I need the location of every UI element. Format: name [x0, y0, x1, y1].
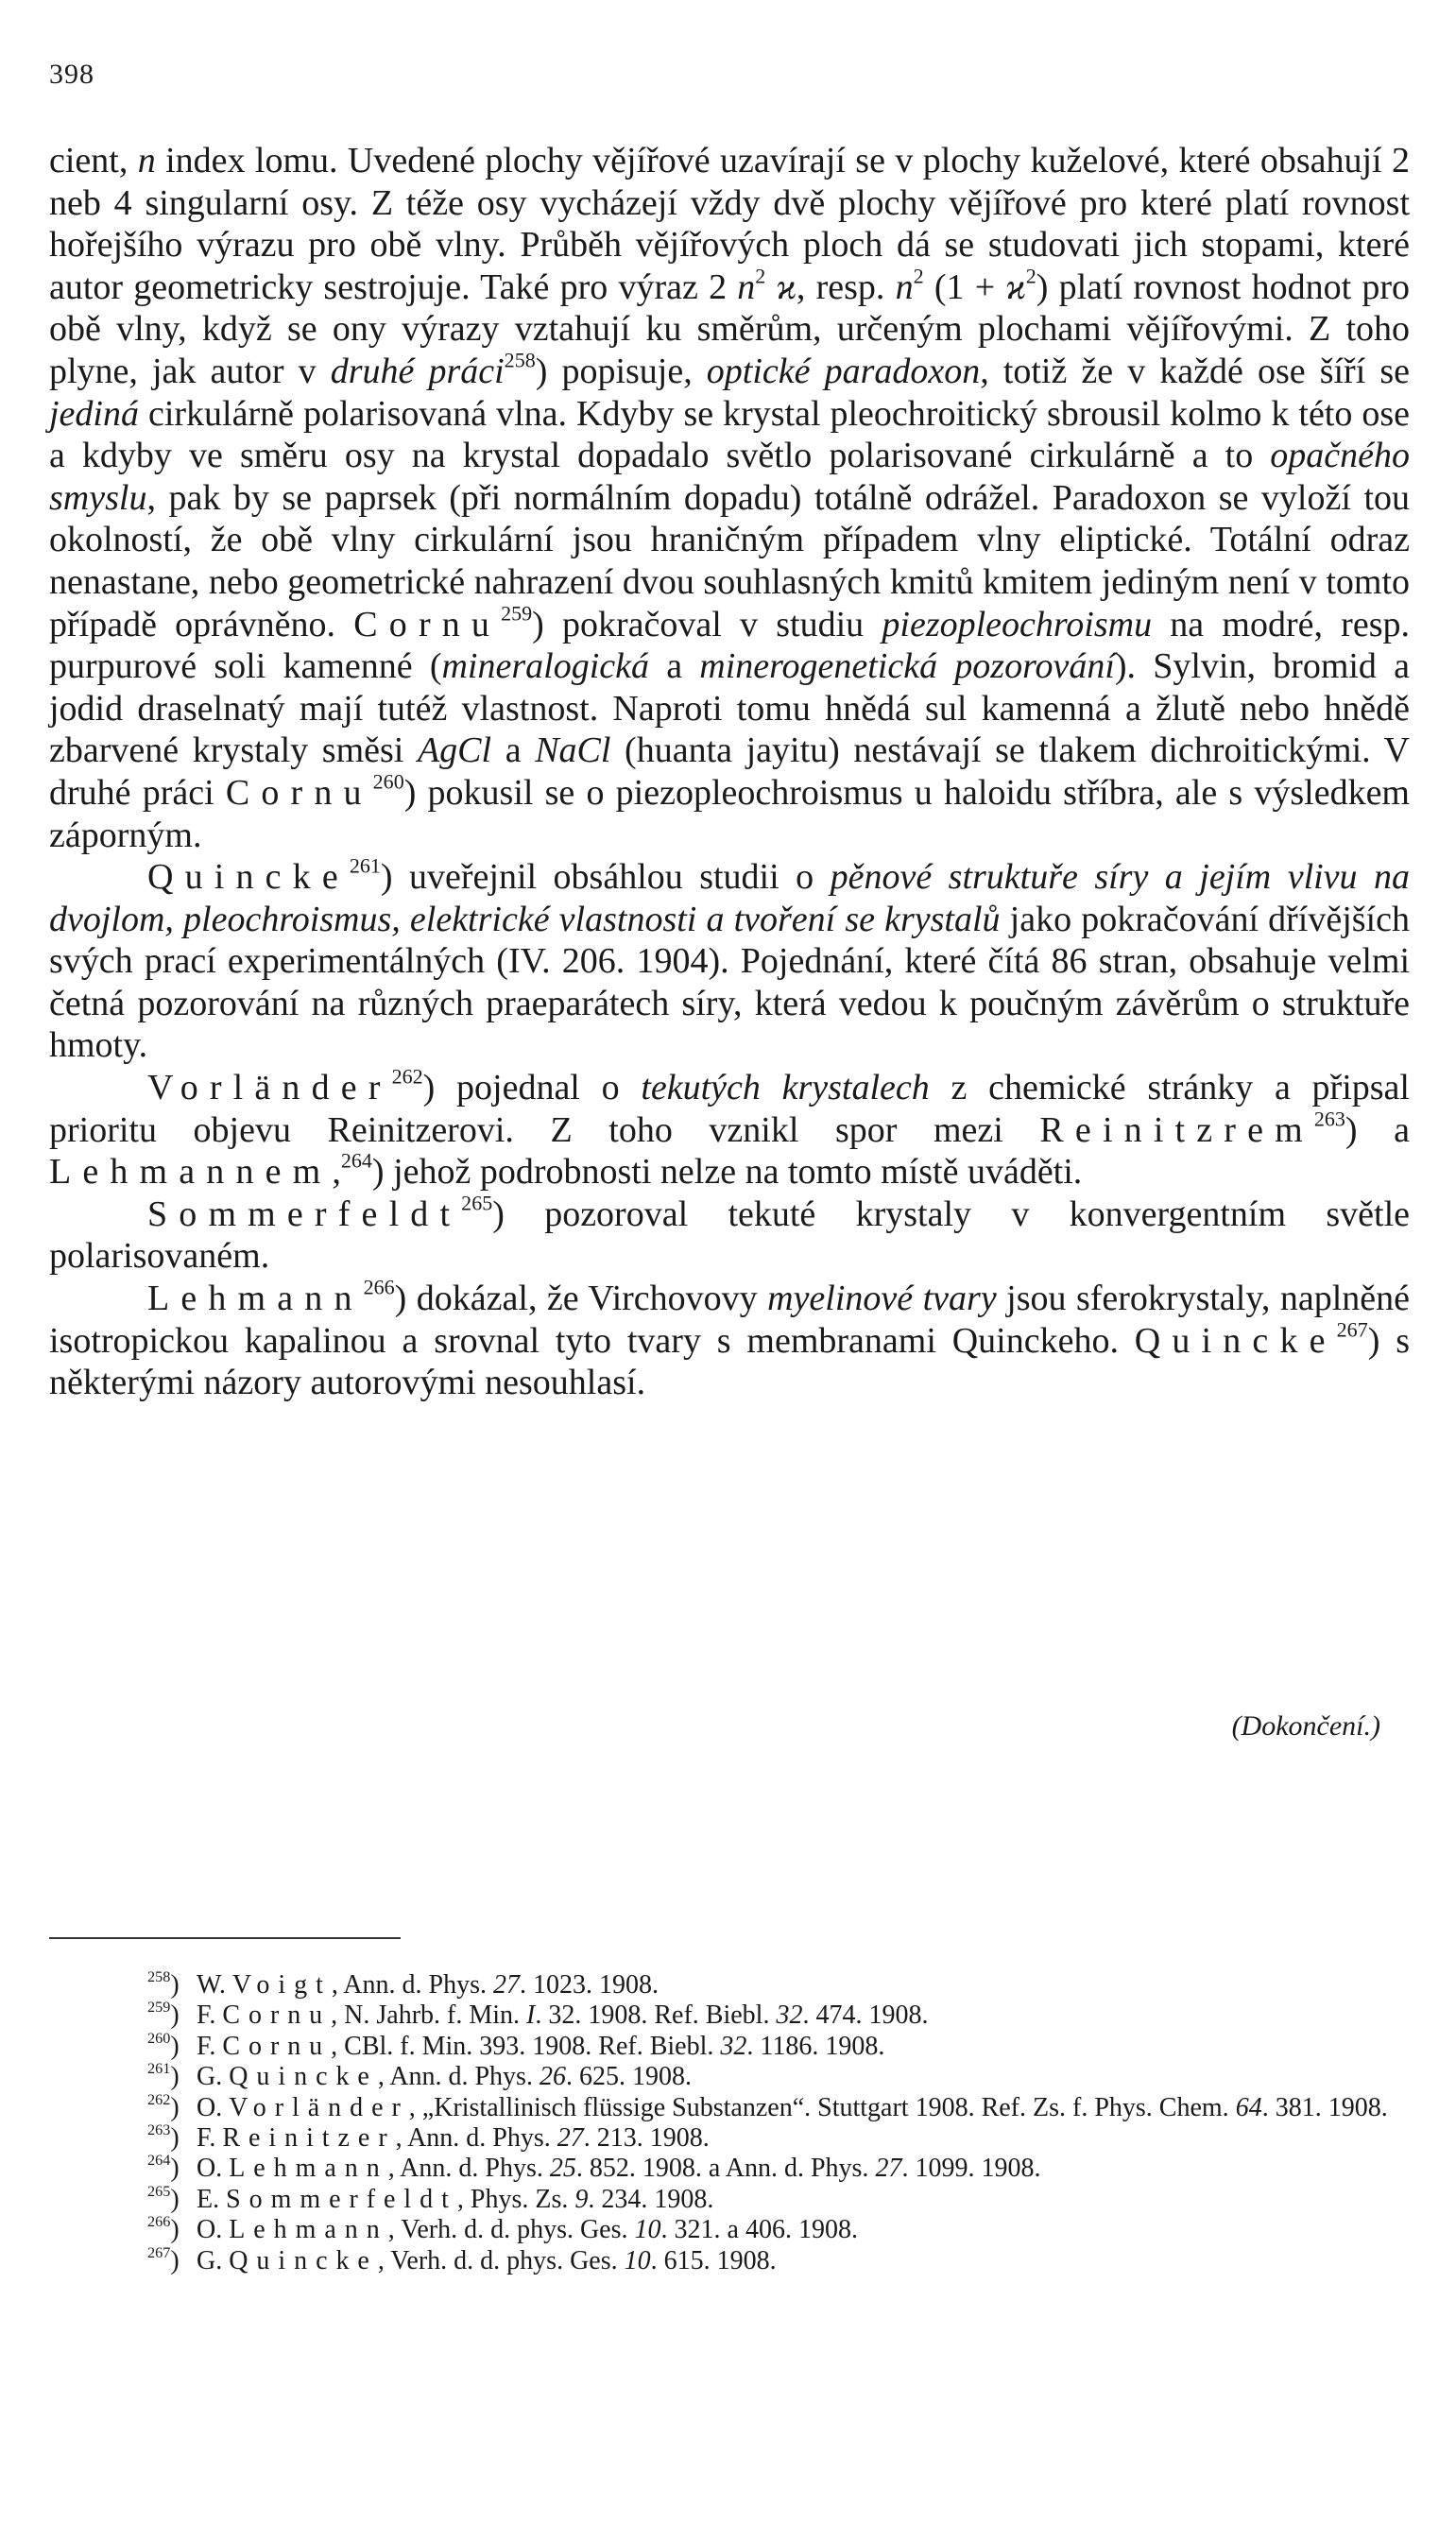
footnote-number: $^{266}$): [147, 2213, 180, 2245]
page-number: 398: [49, 59, 94, 90]
text-run: . 381. 1908.: [1261, 2092, 1388, 2122]
footnote: [49, 1967, 1410, 2000]
footnote-ref: 259: [501, 601, 533, 626]
author-name: Quincke: [1134, 1320, 1337, 1361]
footnote-number-text: 260: [147, 2029, 171, 2047]
text-run: , Ann. d. Phys.: [377, 2062, 540, 2092]
text-run: a: [649, 646, 700, 687]
text-run: W.: [197, 1970, 232, 2000]
text-run: . 234. 1908.: [588, 2184, 714, 2214]
author-name: Sommerfeldt: [147, 1193, 462, 1234]
footnote-ref: 2: [913, 264, 924, 288]
emphasis-text: piezopleochroismu: [882, 604, 1153, 644]
emphasis-text: mineralogická: [441, 646, 649, 687]
footnote: [49, 2029, 1410, 2062]
text-run: ) pokusil se o piezopleochroismus u haloidu stříbra, ale s výsledkem záporným.: [49, 772, 1410, 855]
author-name: Cornu: [222, 2031, 332, 2061]
footnote-number: $^{258}$): [147, 1967, 180, 2000]
text-run: . 625. 1908.: [565, 2062, 692, 2092]
footnote-ref: 260: [372, 769, 404, 794]
text-run: jsou sferokrystaly, naplněné isotropickou kapalinou a srovnal tyto tvary s membranami Quinckeho.: [49, 1279, 1410, 1361]
text-run: , Ann. d. Phys.: [395, 2123, 557, 2154]
author-name: Cornu: [222, 2000, 332, 2031]
text-run: a: [491, 730, 536, 771]
footnote: [49, 2123, 1410, 2154]
author-name: Reinitzer: [222, 2123, 396, 2154]
author-name: Voigt: [231, 1970, 332, 2000]
emphasis-text: jediná: [49, 393, 139, 434]
footnote-number-text: 267: [147, 2243, 171, 2261]
text-run: , „Kristallinisch flüssige Substanzen“. Stuttgart 1908. Ref. Zs. f. Phys. Chem.: [408, 2092, 1236, 2122]
text-run: ). Sylvin, bromid a jodid draselnatý mají tutéž vlastnost. Naproti tomu hnědá sul kamenná a žlutě nebo hnědě zbarvené krystaly směsi: [49, 646, 1410, 771]
footnote-number: $^{264}$): [147, 2152, 180, 2184]
emphasis-text: n: [895, 266, 914, 307]
text-run: O.: [197, 2092, 230, 2122]
text-run: [765, 267, 776, 307]
footnote-ref: 265: [461, 1191, 493, 1215]
text-run: . 852. 1908. a Ann. d. Phys.: [575, 2154, 876, 2184]
footnote-number-text: 262: [147, 2090, 171, 2108]
text-run: F.: [197, 2000, 223, 2031]
author-name: Cornu: [353, 604, 502, 644]
footnote-divider: [49, 1937, 401, 1939]
emphasis-text: 27: [875, 2154, 902, 2184]
author-name: Quincke: [229, 2245, 378, 2275]
emphasis-text: pěnové struktuře síry a jejím vlivu na dvojlom, pleochroismus, elektrické vlastnosti a tvoření se krystalů: [49, 857, 1411, 939]
footnote-number: $^{259}$): [147, 1999, 180, 2031]
text-run: , totiž že v každé ose šíří se: [980, 351, 1410, 391]
text-run: ) uveřejnil obsáhlou studii o: [380, 857, 831, 898]
text-run: . 32. 1908. Ref. Biebl.: [535, 2000, 777, 2031]
footnotes: [49, 1967, 1410, 2276]
footnote-ref: 264: [340, 1148, 372, 1173]
footnote-number-text: 266: [147, 2213, 171, 2231]
text-run: ) dokázal, že Virchovovy: [394, 1279, 768, 1319]
text-run: (1 +: [923, 266, 1006, 307]
footnote: [49, 2215, 1410, 2245]
text-run: , pak by se paprsek (při normálním dopadu) totálně odrážel. Paradoxon se vyloží tou okolností, že obě vlny cirkulární jsou hraničným případem vlny eliptické. Totální odraz nenastane, nebo geometrické nahrazení dvou souhlasných kmitů kmitem jediným není v tomto případě oprávněno.: [49, 477, 1410, 644]
author-name: Lehmann: [147, 1279, 364, 1319]
text-run: index lomu. Uvedené plochy vějířové uzavírají se v plochy kuželové, které obsahují 2 neb 4 singularní osy. Z téže osy vycházejí vždy dvě plochy vějířové pro které platí rovnost hořejšího výrazu pro obě vlny. Průběh vějířových ploch dá se studovati jich stopami, které autor geometricky sestrojuje. Také pro výraz 2: [49, 141, 1410, 307]
text-run: G.: [197, 2245, 230, 2275]
footnote-number: $^{261}$): [147, 2060, 180, 2092]
footnote: [49, 2243, 1410, 2276]
emphasis-text: 10: [634, 2215, 661, 2245]
text-run: . 474. 1908.: [802, 2000, 929, 2031]
text-run: cient,: [49, 141, 138, 180]
emphasis-text: opačného smyslu: [49, 436, 1410, 518]
text-run: . 615. 1908.: [650, 2245, 777, 2275]
text-run: G.: [197, 2062, 230, 2092]
emphasis-text: I: [526, 2000, 536, 2031]
footnote-ref: 2: [755, 264, 766, 288]
footnote-ref: 2: [1025, 264, 1036, 288]
text-run: ) pokračoval v studiu: [532, 604, 882, 644]
author-name: Vorländer: [147, 1068, 392, 1108]
text-run: . 1186. 1908.: [746, 2031, 885, 2061]
footnote-number: $^{260}$): [147, 2029, 180, 2061]
footnote-number-text: 264: [147, 2152, 171, 2170]
footnote-ref: 261: [349, 853, 381, 878]
text-run: ) jehož podrobnosti nelze na tomto místě uváděti.: [371, 1152, 1083, 1193]
emphasis-text: n: [137, 141, 156, 180]
paragraph: [49, 1193, 1410, 1278]
text-run: na modré, resp. purpurové soli kamenné (: [49, 604, 1410, 687]
footnote-number-text: 261: [147, 2060, 171, 2078]
author-name: Lehmann: [229, 2154, 388, 2184]
text-run: , Ann. d. Phys.: [331, 1970, 493, 2000]
author-name: Lehmann: [229, 2215, 388, 2245]
text-run: ) a: [1345, 1109, 1410, 1150]
emphasis-text: ϰ: [1005, 266, 1026, 307]
text-run: , Phys. Zs.: [456, 2184, 575, 2214]
text-run: , N. Jahrb. f. Min.: [331, 2000, 527, 2031]
footnote-number: $^{267}$): [147, 2243, 180, 2275]
text-run: E.: [197, 2184, 227, 2214]
paragraph: [49, 1064, 1410, 1193]
author-name: Quincke: [147, 857, 350, 898]
text-run: z chemické stránky a připsal prioritu objevu Reinitzerovi. Z toho vznikl spor mezi: [49, 1068, 1410, 1150]
emphasis-text: 32: [720, 2031, 747, 2061]
author-name: Reinitzrem: [1039, 1109, 1314, 1150]
text-run: ,: [332, 1152, 341, 1193]
emphasis-text: 26: [539, 2062, 566, 2092]
text-run: ) s některými názory autorovými nesouhlasí.: [49, 1320, 1410, 1403]
body-text: [49, 140, 1410, 1404]
emphasis-text: 27: [493, 1970, 520, 2000]
text-run: , resp.: [796, 266, 896, 307]
paragraph: [49, 853, 1411, 1067]
footnote-ref: 263: [1313, 1107, 1345, 1131]
emphasis-text: 27: [557, 2123, 584, 2154]
emphasis-text: optické paradoxon: [706, 351, 981, 391]
text-run: F.: [197, 2031, 223, 2061]
text-run: ) pozoroval tekuté krystaly v konvergentním světle polarisovaném.: [49, 1193, 1410, 1277]
emphasis-text: minerogenetická pozorování: [699, 646, 1115, 687]
author-name: Cornu: [225, 772, 373, 813]
emphasis-text: NaCl: [535, 730, 611, 771]
author-name: Vorländer: [229, 2092, 409, 2122]
footnote: [49, 2154, 1410, 2184]
emphasis-text: 10: [624, 2245, 651, 2275]
footnote: [49, 2182, 1410, 2215]
text-run: . 1023. 1908.: [520, 1970, 659, 2000]
text-run: jako pokračování dřívějších svých prací experimentálných (IV. 206. 1904). Pojednání, které čítá 86 stran, obsahuje velmi četná pozorování na různých praeparátech síry, která vedou k poučným závěrům o struktuře hmoty.: [49, 899, 1410, 1066]
text-run: O.: [197, 2215, 230, 2245]
paragraph: [49, 140, 1410, 856]
text-run: . 213. 1908.: [583, 2123, 710, 2154]
footnote-number: $^{263}$): [147, 2121, 180, 2154]
text-run: ) popisuje,: [535, 351, 707, 391]
footnote-number: $^{265}$): [147, 2182, 180, 2214]
text-run: cirkulárně polarisovaná vlna. Kdyby se krystal pleochroitický sbrousil kolmo k této ose a kdyby ve směru osy na krystal dopadalo světlo polarisované cirkulárně a to: [49, 393, 1410, 476]
footnote-number-text: 258: [147, 1967, 171, 1985]
text-run: , CBl. f. Min. 393. 1908. Ref. Biebl.: [331, 2031, 721, 2061]
emphasis-text: n: [737, 266, 756, 307]
text-run: F.: [197, 2123, 223, 2154]
footnote-number-text: 263: [147, 2121, 171, 2138]
author-name: Quincke: [229, 2062, 378, 2092]
footnote-number-text: 259: [147, 1999, 171, 2017]
text-run: , Verh. d. d. phys. Ges.: [377, 2245, 625, 2275]
text-run: , Verh. d. d. phys. Ges.: [387, 2215, 635, 2245]
emphasis-text: tekutých krystalech: [641, 1068, 930, 1108]
footnote-number: $^{262}$): [147, 2090, 180, 2122]
text-run: O.: [197, 2154, 230, 2184]
emphasis-text: 64: [1235, 2092, 1262, 2122]
text-run: ) pojednal o: [422, 1068, 642, 1108]
text-run: , Ann. d. Phys.: [387, 2154, 550, 2184]
paragraph: [49, 1275, 1410, 1404]
text-run: ) platí rovnost hodnot pro obě vlny, když se ony výrazy vztahují ku směrům, určeným plochami vějířovými. Z toho plyne, jak autor v: [49, 266, 1411, 391]
author-name: Lehmannem: [49, 1152, 333, 1193]
emphasis-text: 25: [549, 2154, 576, 2184]
emphasis-text: 9: [574, 2184, 589, 2214]
signoff-note: (Dokončení.): [1231, 1710, 1380, 1742]
emphasis-text: 32: [776, 2000, 803, 2031]
emphasis-text: ϰ: [776, 266, 797, 307]
footnote-ref: 266: [363, 1275, 395, 1299]
footnote-number-text: 265: [147, 2182, 171, 2200]
text-run: . 321. a 406. 1908.: [660, 2215, 858, 2245]
footnote-ref: 262: [391, 1064, 423, 1089]
footnote-ref: 267: [1336, 1317, 1368, 1342]
emphasis-text: AgCl: [417, 730, 492, 771]
author-name: Sommerfeldt: [226, 2184, 457, 2214]
text-run: . 1099. 1908.: [901, 2154, 1041, 2184]
footnote-ref: 258: [504, 348, 536, 372]
footnote: [49, 2062, 1410, 2092]
emphasis-text: druhé práci: [330, 351, 505, 391]
footnote: [49, 2000, 1410, 2031]
text-run: (huanta jayitu) nestávají se tlakem dichroitickými. V druhé práci: [49, 730, 1410, 813]
footnote: [49, 2090, 1410, 2123]
emphasis-text: myelinové tvary: [767, 1279, 997, 1319]
